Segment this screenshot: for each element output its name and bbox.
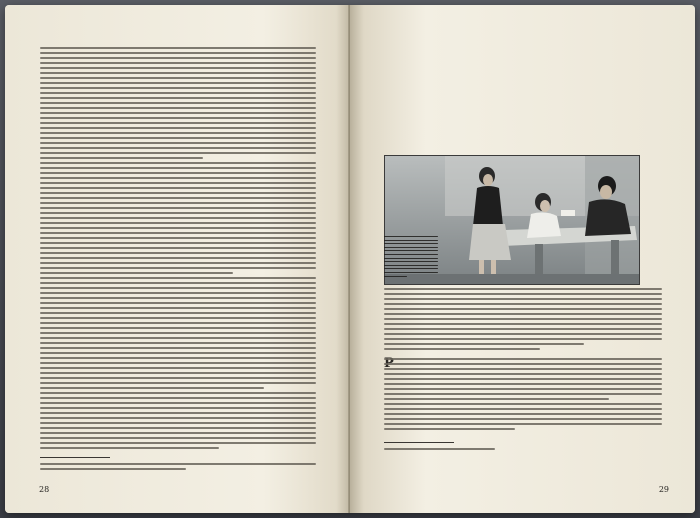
text-line [40, 262, 316, 264]
text-line [40, 77, 316, 79]
text-line [384, 383, 662, 385]
text-line [40, 217, 316, 219]
text-line [384, 363, 662, 365]
text-line [40, 87, 316, 89]
text-line [40, 107, 316, 109]
text-line [40, 202, 316, 204]
right-page-number: 29 [658, 485, 669, 494]
text-line [40, 132, 316, 134]
left-page [5, 5, 350, 513]
text-line [384, 448, 495, 450]
text-line [40, 397, 316, 399]
text-line [384, 318, 662, 320]
text-line [384, 276, 407, 277]
text-line [384, 243, 438, 244]
text-line [40, 427, 316, 429]
text-line [384, 403, 662, 405]
text-line [40, 242, 316, 244]
text-line [40, 442, 316, 444]
right-page-footnote [384, 448, 662, 456]
text-line [384, 265, 438, 266]
text-line [384, 348, 540, 350]
text-line [40, 112, 316, 114]
text-line [384, 398, 609, 400]
text-line [40, 437, 316, 439]
text-line [40, 92, 316, 94]
text-line [40, 97, 316, 99]
text-line [384, 288, 662, 290]
text-line [40, 227, 316, 229]
text-line [384, 388, 662, 390]
text-line [40, 322, 316, 324]
text-line [40, 52, 316, 54]
right-page-body-text [384, 288, 662, 350]
text-line [40, 407, 316, 409]
text-line [40, 463, 316, 465]
text-line [40, 237, 316, 239]
text-line [40, 252, 316, 254]
text-line [384, 428, 515, 430]
text-line [384, 338, 662, 340]
text-line [40, 47, 316, 49]
text-line [384, 418, 662, 420]
text-line [40, 372, 316, 374]
text-line [384, 373, 662, 375]
text-line [384, 393, 662, 395]
text-line [40, 367, 316, 369]
text-line [40, 192, 316, 194]
text-line [384, 268, 438, 269]
text-line [40, 422, 316, 424]
text-line [40, 197, 316, 199]
footnote-separator [40, 457, 110, 458]
text-line [40, 282, 316, 284]
text-line [384, 378, 662, 380]
text-line [384, 298, 662, 300]
text-line [384, 413, 662, 415]
text-line [384, 258, 438, 259]
text-line [40, 468, 186, 470]
text-line [40, 432, 316, 434]
text-line [40, 137, 316, 139]
text-line [384, 250, 438, 251]
text-line [40, 267, 316, 269]
text-line [40, 387, 264, 389]
left-page-body-text [40, 47, 316, 452]
text-line [40, 257, 316, 259]
left-page-footnote [40, 463, 316, 475]
text-line [40, 287, 316, 289]
text-line [40, 67, 316, 69]
text-line [40, 272, 233, 274]
text-line [384, 343, 584, 345]
text-line [40, 347, 316, 349]
text-line [384, 323, 662, 325]
text-line [40, 362, 316, 364]
text-line [40, 222, 316, 224]
text-line [40, 57, 316, 59]
text-line [384, 247, 438, 248]
text-line [40, 72, 316, 74]
right-page-second-paragraph [384, 358, 662, 436]
footnote-separator [384, 442, 454, 443]
text-line [40, 152, 316, 154]
text-line [384, 313, 662, 315]
text-line [384, 254, 438, 255]
text-line [40, 182, 316, 184]
text-line [40, 207, 316, 209]
text-line [40, 167, 316, 169]
right-page [350, 5, 695, 513]
text-line [384, 240, 438, 241]
text-line [384, 408, 662, 410]
text-line [40, 357, 316, 359]
text-line [40, 247, 316, 249]
text-line [384, 328, 662, 330]
text-line [40, 177, 316, 179]
text-line [40, 307, 316, 309]
text-line [40, 212, 316, 214]
photo-caption [384, 236, 438, 282]
text-line [40, 127, 316, 129]
text-line [384, 303, 662, 305]
text-line [384, 293, 662, 295]
text-line [40, 277, 316, 279]
text-line [40, 342, 316, 344]
text-line [384, 272, 438, 273]
text-line [40, 302, 316, 304]
text-line [40, 117, 316, 119]
text-line [40, 162, 316, 164]
text-line [384, 236, 438, 237]
text-line [40, 332, 316, 334]
text-line [40, 172, 316, 174]
text-line [40, 327, 316, 329]
text-line [40, 377, 316, 379]
text-line [40, 392, 316, 394]
text-line [384, 261, 438, 262]
text-line [40, 157, 203, 159]
text-line [40, 122, 316, 124]
text-line [40, 312, 316, 314]
text-line [384, 423, 662, 425]
text-line [384, 333, 662, 335]
text-line [384, 308, 662, 310]
text-line [384, 368, 662, 370]
text-line [40, 232, 316, 234]
text-line [40, 142, 316, 144]
text-line [40, 62, 316, 64]
text-line [40, 102, 316, 104]
text-line [40, 412, 316, 414]
text-line [384, 358, 662, 360]
text-line [40, 402, 316, 404]
text-line [40, 317, 316, 319]
book-spread [5, 5, 695, 513]
text-line [40, 297, 316, 299]
text-line [40, 82, 316, 84]
left-page-number: 28 [39, 485, 50, 494]
text-line [40, 147, 316, 149]
text-line [40, 382, 316, 384]
text-line [40, 352, 316, 354]
text-line [40, 187, 316, 189]
text-line [40, 417, 316, 419]
text-line [40, 447, 219, 449]
text-line [40, 292, 316, 294]
text-line [40, 337, 316, 339]
